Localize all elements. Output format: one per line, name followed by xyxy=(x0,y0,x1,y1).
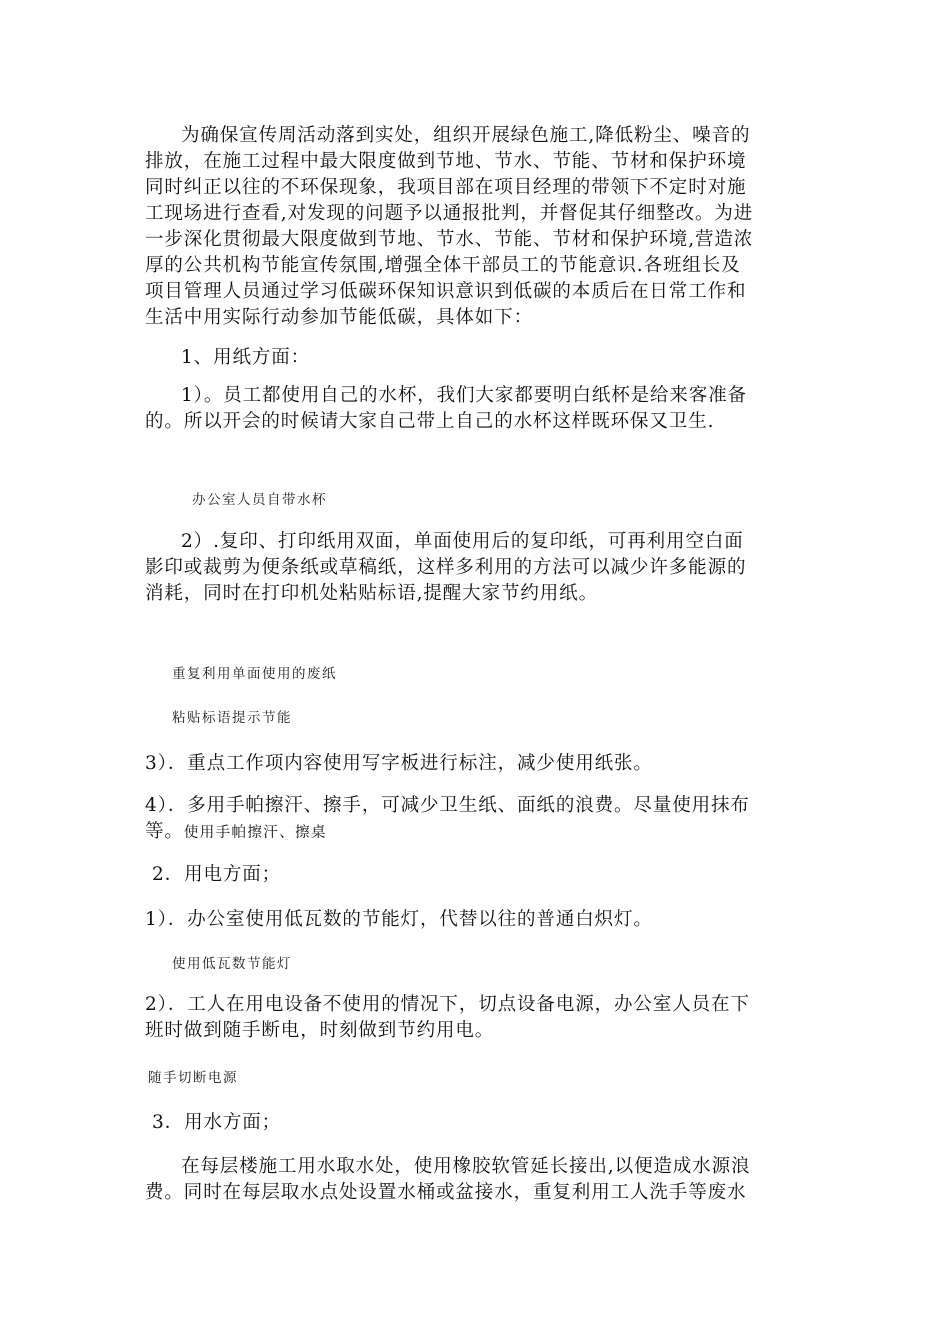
paper-item-1-line-2: 的。所以开会的时候请大家自己带上自己的水杯这样既环保又卫生. xyxy=(145,411,715,432)
intro-line-1: 为确保宣传周活动落到实处，组织开展绿色施工,降低粉尘、噪音的 xyxy=(181,125,751,146)
caption-slogan: 粘贴标语提示节能 xyxy=(172,710,292,726)
caption-power-off: 随手切断电源 xyxy=(148,1070,238,1086)
paper-item-2-line-2: 影印或裁剪为便条纸或草稿纸，这样多利用的方法可以减少许多能源的 xyxy=(145,557,747,578)
caption-handkerchief: 使用手帕擦汗、擦桌 xyxy=(183,825,327,841)
intro-line-8: 生活中用实际行动参加节能低碳，具体如下： xyxy=(145,307,534,328)
section-heading-water: 3．用水方面； xyxy=(152,1112,282,1133)
intro-line-7: 项目管理人员通过学习低碳环保知识意识到低碳的本质后在日常工作和 xyxy=(145,281,747,302)
section-heading-electricity: 2．用电方面； xyxy=(152,864,282,885)
electricity-item-2-line-1: 2）．工人在用电设备不使用的情况下，切点设备电源，办公室人员在下 xyxy=(145,994,750,1015)
paper-item-1-line-1: 1）。员工都使用自己的水杯，我们大家都要明白纸杯是给来客准备 xyxy=(181,385,748,406)
paper-item-3: 3）．重点工作项内容使用写字板进行标注，减少使用纸张。 xyxy=(145,753,653,774)
paper-item-4-line-2-text: 等。 xyxy=(145,821,184,842)
intro-line-3: 同时纠正以往的不环保现象，我项目部在项目经理的带领下不定时对施 xyxy=(145,177,747,198)
paper-item-2-line-3: 消耗，同时在打印机处粘贴标语,提醒大家节约用纸。 xyxy=(145,583,598,604)
electricity-item-2-line-2: 班时做到随手断电，时刻做到节约用电。 xyxy=(145,1020,495,1041)
caption-own-cups: 办公室人员自带水杯 xyxy=(192,492,327,508)
intro-line-6: 厚的公共机构节能宣传氛围,增强全体干部员工的节能意识.各班组长及 xyxy=(145,255,741,276)
section-heading-paper: 1、用纸方面： xyxy=(181,347,311,368)
intro-line-2: 排放，在施工过程中最大限度做到节地、节水、节能、节材和保护环境 xyxy=(145,151,747,172)
electricity-item-1: 1）．办公室使用低瓦数的节能灯，代替以往的普通白炽灯。 xyxy=(145,909,653,930)
paper-item-4-line-2 xyxy=(145,820,815,845)
water-para-line-1: 在每层楼施工用水取水处，使用橡胶软管延长接出,以便造成水源浪 xyxy=(181,1156,751,1177)
intro-line-5: 一步深化贯彻最大限度做到节地、节水、节能、节材和保护环境,营造浓 xyxy=(145,229,754,250)
caption-reuse-paper: 重复利用单面使用的废纸 xyxy=(172,666,337,682)
intro-line-4: 工现场进行查看,对发现的问题予以通报批判，并督促其仔细整改。为进 xyxy=(145,203,754,224)
water-para-line-2: 费。同时在每层取水点处设置水桶或盆接水，重复利用工人洗手等废水 xyxy=(145,1182,747,1203)
caption-energy-lamp: 使用低瓦数节能灯 xyxy=(172,956,292,972)
paper-item-2-line-1: 2）.复印、打印纸用双面，单面使用后的复印纸，可再利用空白面 xyxy=(181,531,744,552)
paper-item-4-line-1: 4）．多用手帕擦汗、擦手，可减少卫生纸、面纸的浪费。尽量使用抹布 xyxy=(145,795,750,816)
